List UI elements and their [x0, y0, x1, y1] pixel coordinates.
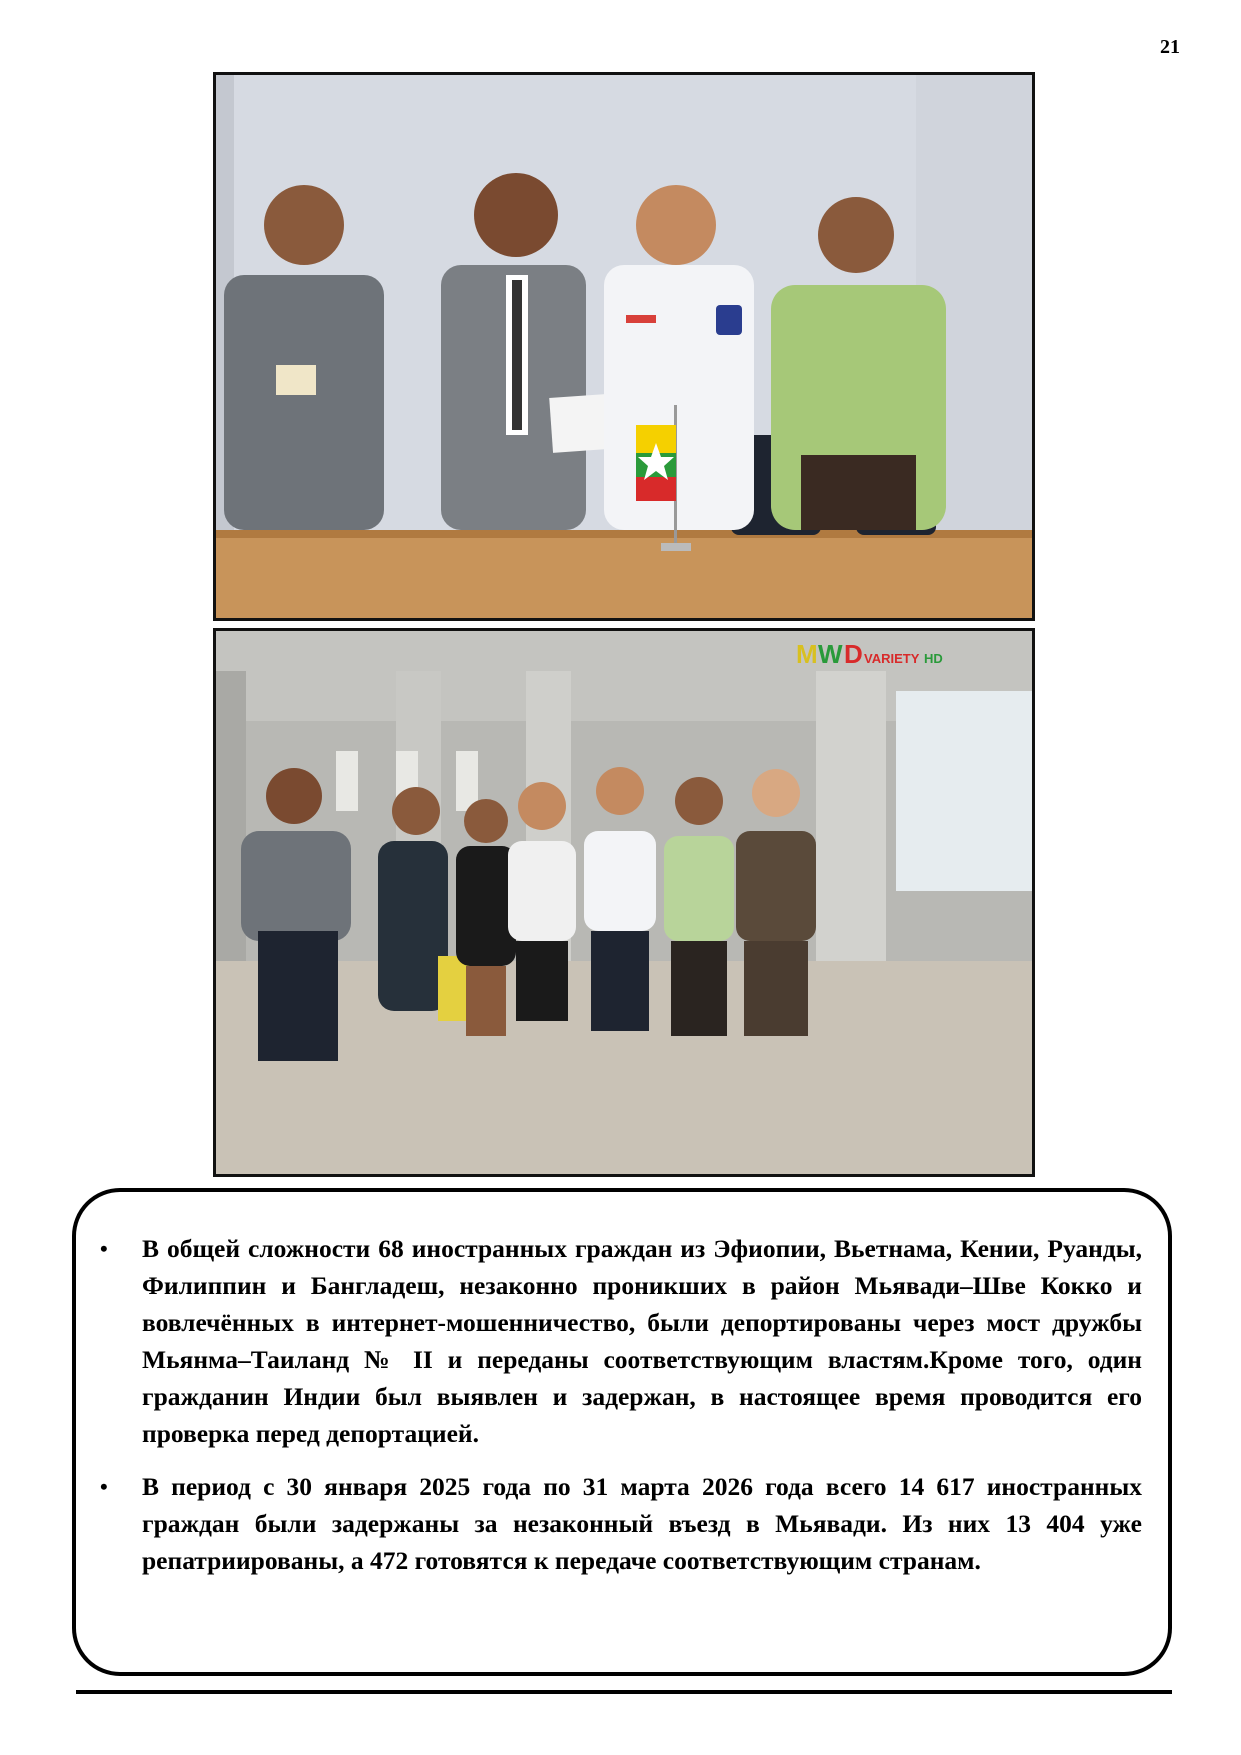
- bullet-text: В период с 30 января 2025 года по 31 марта 2026 года всего 14 617 иностранных граждан были задержаны за незаконный въезд в Мьявади. Из них 13 404 уже репатриированы, а 472 готовятся к передаче соответствующим странам.: [142, 1472, 1142, 1575]
- svg-text:D: D: [844, 639, 863, 669]
- svg-text:HD: HD: [924, 651, 943, 666]
- bullet-text: В общей сложности 68 иностранных граждан из Эфиопии, Вьетнама, Кении, Руанды, Филиппин и Бангладеш, незаконно проникших в район Мьявади–Шве Кокко и вовлечённых в интернет-мошенничество, были депортированы через мост дружбы Мьянма–Таиланд № II и переданы соответствующим властям.Кроме того, один гражданин Индии был выявлен и задержан, в настоящее время проводится его проверка перед депортацией.: [142, 1234, 1142, 1448]
- svg-text:W: W: [818, 639, 843, 669]
- signing-ceremony-photo: [213, 72, 1035, 621]
- bottom-divider: [76, 1690, 1172, 1694]
- page-number: 21: [1160, 36, 1180, 58]
- bullet-icon: •: [100, 1474, 108, 1499]
- repatriation-group-photo: [213, 628, 1035, 1177]
- bullet-list: [100, 1230, 1142, 1579]
- bullet-item: [100, 1230, 1142, 1452]
- bullet-icon: •: [100, 1236, 108, 1261]
- svg-text:M: M: [796, 639, 818, 669]
- svg-text:VARIETY: VARIETY: [864, 651, 920, 666]
- summary-text-box: [72, 1188, 1172, 1676]
- bullet-item: [100, 1468, 1142, 1579]
